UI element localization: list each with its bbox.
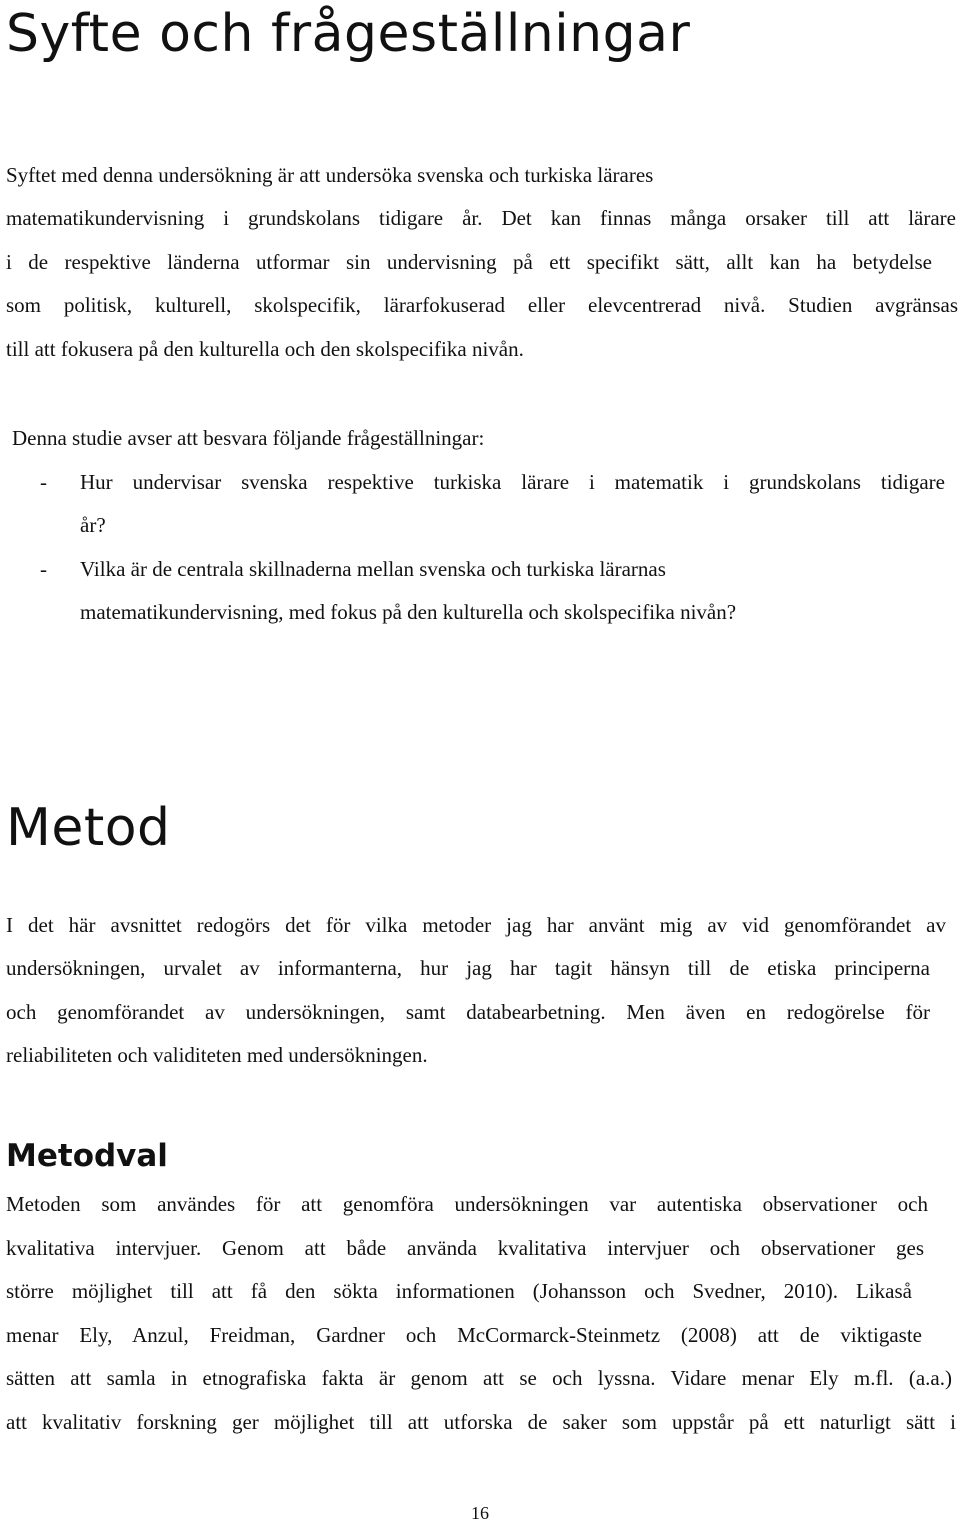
metod-line-3: och genomförandet av undersökningen, samt databearbetning. Men även en redogörelse för — [6, 1000, 930, 1024]
metod-line-4: reliabiliteten och validiteten med undersökningen. — [6, 1043, 428, 1067]
syfte-line-4: som politisk, kulturell, skolspecifik, lärarfokuserad eller elevcentrerad nivå. Studien avgränsas — [6, 293, 958, 317]
metodval-line-1: Metoden som användes för att genomföra undersökningen var autentiska observationer och — [6, 1192, 928, 1216]
page-number: 16 — [471, 1503, 489, 1523]
metodval-line-6: att kvalitativ forskning ger möjlighet till att utforska de saker som uppstår på ett naturligt sätt i — [6, 1410, 956, 1434]
syfte-line-1: Syftet med denna undersökning är att undersöka svenska och turkiska lärares — [6, 163, 654, 187]
syfte-line-2: matematikundervisning i grundskolans tidigare år. Det kan finnas många orsaker till att lärare — [6, 206, 956, 230]
metodval-line-4: menar Ely, Anzul, Freidman, Gardner och McCormarck-Steinmetz (2008) att de viktigaste — [6, 1323, 922, 1347]
bullet-dash-1: - — [40, 470, 47, 494]
question-2-line-1: Vilka är de centrala skillnaderna mellan svenska och turkiska lärarnas — [80, 557, 666, 581]
metodval-line-2: kvalitativa intervjuer. Genom att både använda kvalitativa intervjuer och observationer ges — [6, 1236, 924, 1260]
question-1-line-2: år? — [80, 513, 106, 537]
metod-line-1: I det här avsnittet redogörs det för vilka metoder jag har använt mig av vid genomförandet av — [6, 913, 946, 937]
bullet-dash-2: - — [40, 557, 47, 581]
heading-syfte: Syfte och frågeställningar — [6, 4, 691, 64]
question-2-line-2: matematikundervisning, med fokus på den kulturella och skolspecifika nivån? — [80, 600, 737, 624]
syfte-line-5: till att fokusera på den kulturella och den skolspecifika nivån. — [6, 337, 524, 361]
syfte-line-3: i de respektive länderna utformar sin undervisning på ett specifikt sätt, allt kan ha betydelse — [6, 250, 932, 274]
questions-intro: Denna studie avser att besvara följande frågeställningar: — [12, 426, 485, 450]
question-1-line-1: Hur undervisar svenska respektive turkiska lärare i matematik i grundskolans tidigare — [80, 470, 945, 494]
metod-line-2: undersökningen, urvalet av informanterna, hur jag har tagit hänsyn till de etiska principerna — [6, 956, 930, 980]
metodval-line-5: sätten att samla in etnografiska fakta är genom att se och lyssna. Vidare menar Ely m.fl. (a.a.) — [6, 1366, 952, 1390]
heading-metodval: Metodval — [6, 1138, 168, 1174]
metodval-line-3: större möjlighet till att få den sökta informationen (Johansson och Svedner, 2010). Likaså — [6, 1279, 912, 1303]
heading-metod: Metod — [6, 798, 171, 858]
